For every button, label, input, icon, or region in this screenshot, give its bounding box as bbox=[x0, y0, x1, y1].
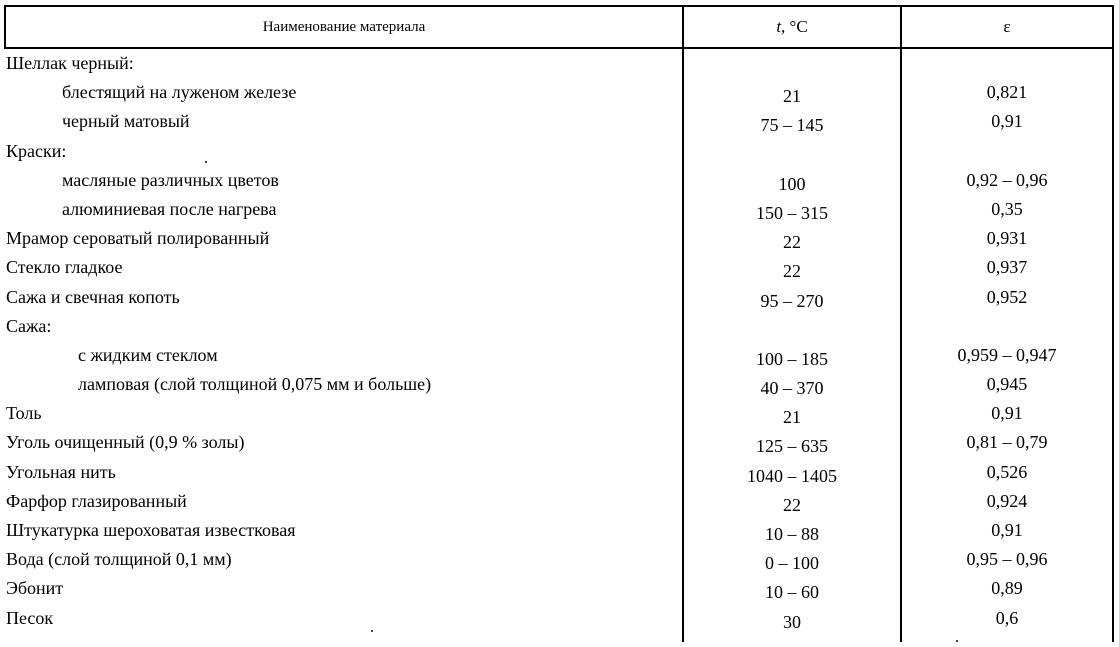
table-row bbox=[4, 487, 1114, 516]
temperature-value: 21 bbox=[783, 407, 801, 428]
scan-speck bbox=[205, 161, 207, 163]
header-temperature-symbol: t bbox=[776, 17, 782, 36]
material-name: Уголь очищенный (0,9 % золы) bbox=[6, 432, 245, 453]
header-temperature-unit: , °С bbox=[781, 17, 808, 36]
temperature-value: 40 – 370 bbox=[760, 378, 824, 399]
emissivity-value: 0,92 – 0,96 bbox=[966, 169, 1048, 190]
material-name: Штукатурка шероховатая известковая bbox=[6, 520, 296, 540]
material-name: Шеллак черный: bbox=[6, 53, 134, 73]
table-row bbox=[4, 195, 1114, 224]
header-material-label: Наименование материала bbox=[262, 18, 426, 35]
emissivity-value: 0,81 – 0,79 bbox=[966, 432, 1048, 453]
emissivity-value bbox=[902, 49, 1112, 78]
table-row bbox=[4, 604, 1114, 633]
emissivity-value: 0,931 bbox=[986, 228, 1028, 249]
table-row bbox=[4, 78, 1114, 107]
scan-speck bbox=[371, 630, 373, 632]
emissivity-value: 0,924 bbox=[986, 490, 1028, 511]
material-name: Сажа: bbox=[6, 315, 52, 336]
emissivity-value: 0,91 bbox=[991, 403, 1023, 424]
material-name: ламповая (слой толщиной 0,075 мм и больше) bbox=[78, 374, 432, 395]
emissivity-value bbox=[902, 137, 1112, 166]
temperature-value: 22 bbox=[783, 261, 801, 282]
table-row bbox=[4, 166, 1114, 195]
material-name: с жидким стеклом bbox=[78, 344, 218, 365]
temperature-value: 100 – 185 bbox=[756, 348, 828, 369]
table-row bbox=[4, 49, 1114, 78]
emissivity-value: 0,959 – 0,947 bbox=[957, 344, 1057, 365]
temperature-value: 22 bbox=[783, 232, 801, 253]
material-name: алюминиевая после нагрева bbox=[62, 198, 277, 219]
table-row bbox=[4, 224, 1114, 253]
table-row bbox=[4, 312, 1114, 341]
material-name: Фарфор глазированный bbox=[6, 490, 187, 511]
material-name: Сажа и свечная копоть bbox=[6, 286, 180, 307]
table-row bbox=[4, 137, 1114, 166]
material-name: Песок bbox=[6, 607, 54, 628]
temperature-value: 75 – 145 bbox=[760, 115, 824, 136]
emissivity-value: 0,89 bbox=[991, 578, 1023, 599]
temperature-value: 1040 – 1405 bbox=[747, 465, 837, 486]
emissivity-value: 0,91 bbox=[991, 520, 1023, 540]
emissivity-table bbox=[4, 5, 1114, 642]
material-name: Угольная нить bbox=[6, 461, 116, 482]
emissivity-value: 0,945 bbox=[986, 374, 1028, 395]
scan-speck bbox=[956, 640, 958, 642]
temperature-value: 10 – 60 bbox=[765, 582, 819, 603]
table-row bbox=[4, 253, 1114, 282]
material-name: Вода (слой толщиной 0,1 мм) bbox=[6, 549, 232, 570]
table-row bbox=[4, 283, 1114, 312]
temperature-value: 150 – 315 bbox=[756, 202, 828, 223]
header-material bbox=[6, 7, 682, 47]
table-row bbox=[4, 574, 1114, 603]
temperature-value: 10 – 88 bbox=[765, 524, 819, 544]
emissivity-value: 0,952 bbox=[986, 286, 1028, 307]
emissivity-value: 0,91 bbox=[991, 111, 1023, 132]
header-temperature bbox=[684, 7, 900, 47]
emissivity-value: 0,937 bbox=[986, 257, 1028, 278]
table-row bbox=[4, 399, 1114, 428]
material-name: Стекло гладкое bbox=[6, 257, 123, 278]
table-body bbox=[4, 49, 1114, 633]
emissivity-value: 0,526 bbox=[986, 461, 1028, 482]
temperature-value: 22 bbox=[783, 494, 801, 515]
header-emissivity bbox=[902, 7, 1112, 47]
emissivity-value: 0,821 bbox=[986, 82, 1028, 103]
emissivity-value: 0,35 bbox=[991, 198, 1023, 219]
material-name: масляные различных цветов bbox=[62, 169, 279, 190]
temperature-value: 125 – 635 bbox=[756, 436, 828, 457]
material-name: Эбонит bbox=[6, 578, 64, 599]
emissivity-value: 0,6 bbox=[995, 607, 1019, 628]
temperature-value: 21 bbox=[783, 86, 801, 107]
material-name: Мрамор сероватый полированный bbox=[6, 228, 270, 249]
temperature-value: 0 – 100 bbox=[765, 553, 819, 574]
material-name: Краски: bbox=[6, 140, 67, 161]
temperature-value: 100 bbox=[778, 173, 806, 194]
table-row bbox=[4, 341, 1114, 370]
material-name: блестящий на луженом железе bbox=[62, 82, 297, 103]
emissivity-value bbox=[902, 312, 1112, 341]
table-row bbox=[4, 428, 1114, 457]
table-row bbox=[4, 370, 1114, 399]
table-row bbox=[4, 458, 1114, 487]
material-name: Толь bbox=[6, 403, 42, 424]
temperature-value: 95 – 270 bbox=[760, 290, 824, 311]
emissivity-value: 0,95 – 0,96 bbox=[966, 549, 1048, 570]
temperature-value: 30 bbox=[783, 611, 801, 632]
material-name: черный матовый bbox=[62, 111, 190, 132]
table-row bbox=[4, 545, 1114, 574]
table-row bbox=[4, 516, 1114, 545]
table-row bbox=[4, 107, 1114, 136]
header-emissivity-label: ε bbox=[1003, 17, 1011, 36]
